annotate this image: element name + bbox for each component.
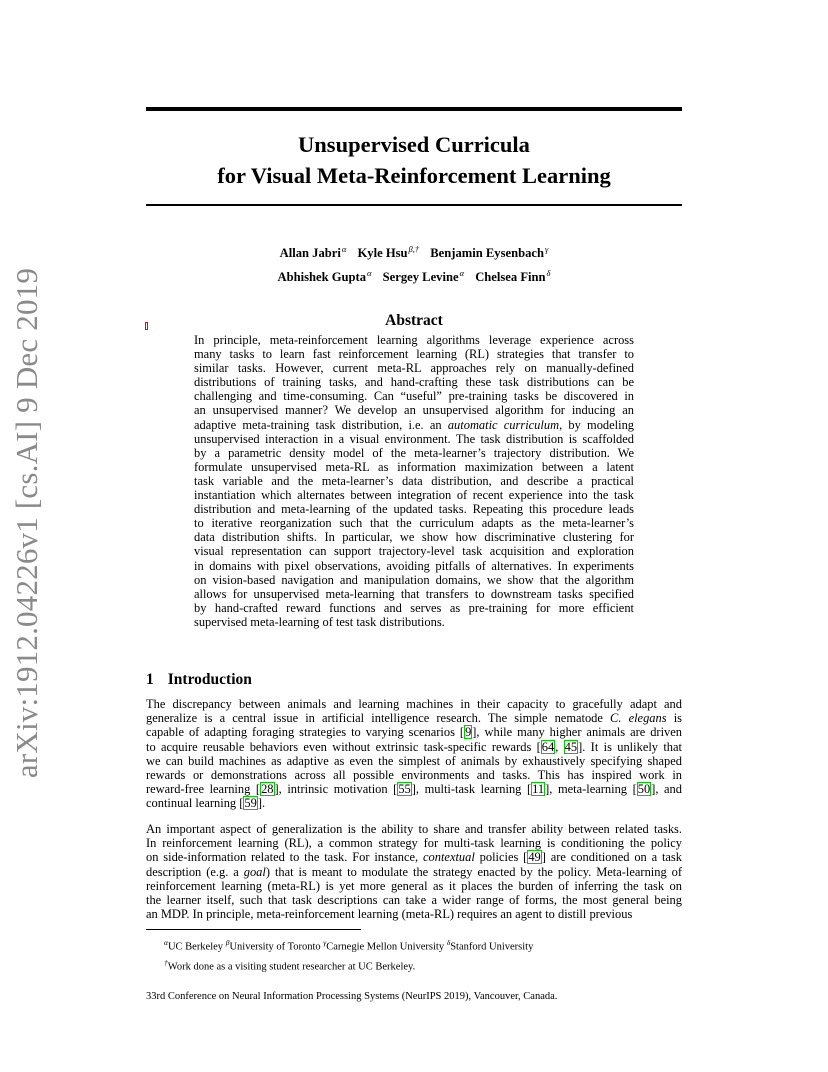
author: Kyle Hsu$^{\beta,\dagger}$ — [357, 244, 420, 261]
section-heading-introduction — [146, 671, 252, 689]
footnote-dagger: †Work done as a visiting student researcher at UC Berkeley. — [164, 957, 416, 972]
intro-paragraph-2-line: the learner itself, such that task descriptions can take a wider range of forms, the most general being — [146, 893, 682, 908]
abstract-line: task variable and the meta-learner’s data distribution, and describe a practical — [194, 473, 634, 488]
author: Benjamin Eysenbach$^\gamma$ — [430, 244, 549, 261]
title-line-1: Unsupervised Curricula — [298, 132, 530, 157]
abstract-line: unsupervised interaction in a visual environment. The task distribution is scaffolded — [194, 431, 634, 446]
intro-paragraph-2-line: In reinforcement learning (RL), a common strategy for multi-task learning is conditioning the policy — [146, 836, 682, 851]
intro-paragraph-2-line: reinforcement learning (meta-RL) is yet more general as it places the burden of inferring the task on — [146, 878, 682, 893]
author: Allan Jabri$^\alpha$ — [279, 244, 347, 261]
intro-paragraph-1-line: continual learning [59]. — [146, 796, 266, 811]
footnote-affiliations: $^\alpha$UC Berkeley $^\beta$University of Toronto $^\gamma$Carnegie Mellon University $^\delta$Stanford University — [164, 938, 534, 953]
intro-paragraph-1-line: The discrepancy between animals and learning machines in their capacity to gracefully adapt and — [146, 697, 682, 711]
footnotes — [164, 935, 533, 974]
arxiv-sidebar-stamp — [2, 267, 52, 779]
abstract-line: an unsupervised manner? We develop an unsupervised algorithm for inducing an — [194, 403, 634, 418]
intro-paragraph-2-line: an MDP. In principle, meta-reinforcement learning (meta-RL) requires an agent to distill previous — [146, 907, 633, 922]
intro-paragraph-1-line: to acquire reusable behaviors even without extrinsic task-specific rewards [64, 45]. It is unlikely that — [146, 739, 682, 754]
abstract-line: challenging and time-consuming. Can “useful” pre-training tasks be discovered in — [194, 389, 634, 404]
intro-paragraph-2-line: on side-information related to the task. For instance, contextual policies [49] are conditioned on a task — [146, 850, 682, 865]
abstract-line: many tasks to learn fast reinforcement learning (RL) strategies that transfer to — [194, 347, 634, 362]
arxiv-id: arXiv:1912.04226v1 [cs.AI] 9 Dec 2019 — [9, 267, 44, 779]
title-line-2: for Visual Meta-Reinforcement Learning — [217, 163, 611, 188]
abstract-line: instantiation which alternates between integration of recent experience into the task — [194, 488, 634, 503]
conference-notice: 33rd Conference on Neural Information Processing Systems (NeurIPS 2019), Vancouver, Canada. — [146, 991, 558, 1002]
abstract-line: distributions of training tasks, and hand-crafting these task distributions can be — [194, 375, 634, 390]
author: Sergey Levine$^\alpha$ — [382, 268, 465, 285]
abstract-line: allows for unsupervised meta-learning that transfers to downstream tasks specified — [194, 586, 634, 601]
author-row-2 — [146, 263, 682, 287]
abstract-line: distribution and meta-learning of the updated tasks. Repeating this procedure leads — [194, 502, 634, 517]
abstract-line: visual representation can support trajectory-level task acquisition and exploration — [194, 544, 634, 559]
abstract-line: supervised meta-learning of test task distributions. — [194, 614, 445, 629]
abstract-body — [194, 333, 634, 629]
intro-paragraph-1-line: reward-free learning [28], intrinsic motivation [55], multi-task learning [11], meta-learning [50], and — [146, 782, 682, 797]
intro-paragraph-1-line: rewards or demonstrations across all possible environments and tasks. This has inspired work in — [146, 768, 682, 783]
paper-title — [146, 129, 682, 191]
author: Abhishek Gupta$^\alpha$ — [277, 268, 372, 285]
section-number: 1 — [146, 671, 154, 688]
abstract-heading: Abstract — [385, 312, 443, 329]
abstract-line: by a parametric density model of the meta-learner’s trajectory distribution. We — [194, 445, 634, 460]
abstract-line: adaptive meta-training task distribution, i.e. an automatic curriculum, by modeling — [194, 417, 635, 432]
abstract-line: in domains with pixel observations, avoiding pitfalls of alternatives. In experiments — [194, 558, 634, 573]
intro-paragraph-2-line: An important aspect of generalization is the ability to share and transfer ability between related tasks. — [146, 822, 682, 836]
abstract-line: on vision-based navigation and manipulation domains, we show that the algorithm — [194, 572, 634, 587]
abstract-line: to iterative reorganization such that the curriculum adapts as the meta-learner’s — [194, 516, 634, 531]
title-bottom-rule — [146, 204, 682, 206]
footnote-rule — [146, 929, 361, 930]
author-list — [146, 239, 682, 287]
author-row-1 — [146, 239, 682, 263]
intro-paragraph-1 — [146, 697, 682, 811]
section-title: Introduction — [167, 671, 252, 688]
intro-paragraph-2 — [146, 822, 682, 921]
author: Chelsea Finn$^\delta$ — [475, 268, 551, 285]
intro-paragraph-2-line: description (e.g. a goal) that is meant to modulate the strategy enacted by the policy. Meta-learning of — [146, 864, 682, 879]
intro-paragraph-1-line: we can build machines as adaptive as even the simplest of animals by exhaustively specifying shaped — [146, 753, 682, 768]
intro-paragraph-1-line: generalize is a central issue in artificial intelligence research. The simple nematode C. elegans is — [146, 711, 682, 726]
abstract-line: data distribution shifts. In particular, we show how discriminative clustering for — [194, 530, 634, 545]
abstract-line: In principle, meta-reinforcement learning algorithms leverage experience across — [194, 333, 634, 347]
abstract-line: formulate unsupervised meta-RL as information maximization between a latent — [194, 459, 634, 474]
abstract-line: similar tasks. However, current meta-RL approaches rely on manually-defined — [194, 361, 634, 376]
title-top-rule — [146, 107, 682, 111]
abstract-line: by hand-crafted reward functions and serves as pre-training for more efficient — [194, 600, 634, 615]
intro-paragraph-1-line: capable of adapting foraging strategies to varying scenarios [9], while many higher animals are driven — [146, 725, 682, 740]
